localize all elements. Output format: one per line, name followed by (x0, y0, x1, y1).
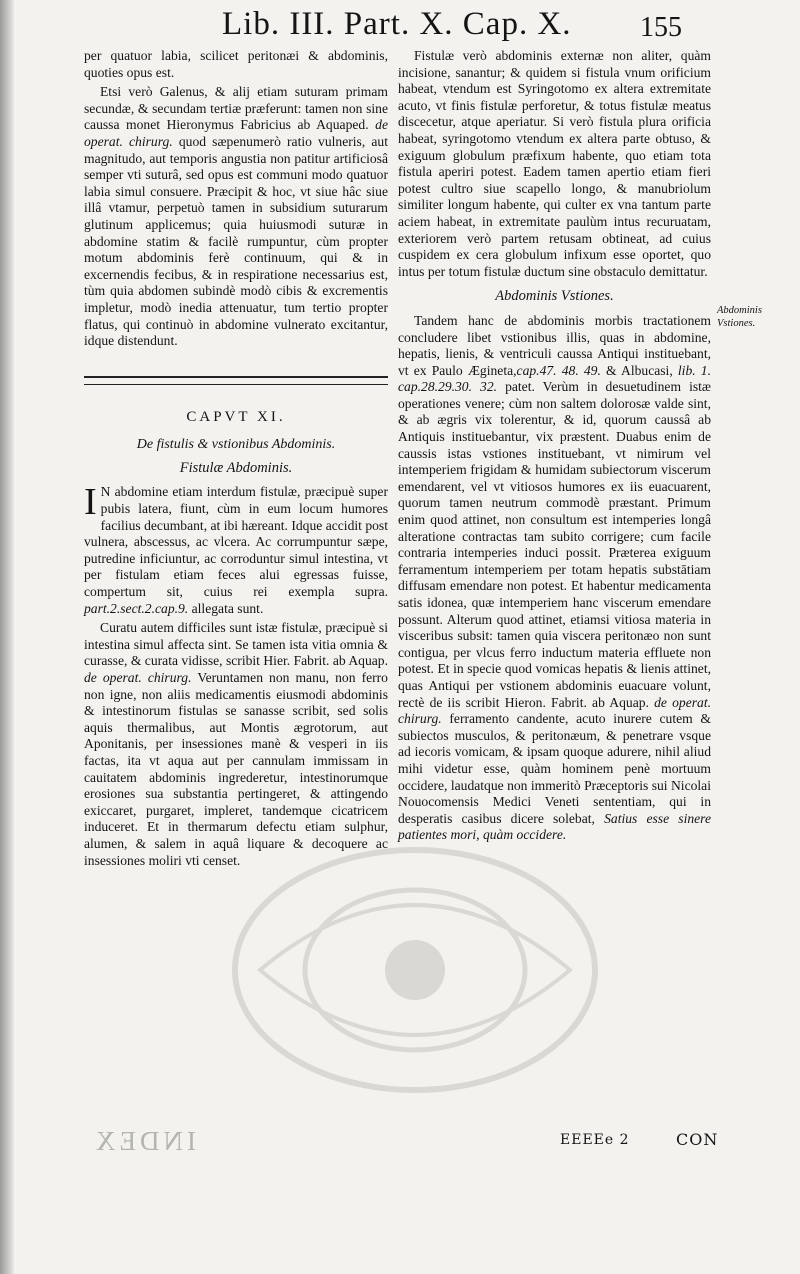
paragraph-curatu: Curatu autem difficiles sunt istæ fistulæ, præcipuè si intestina simul affecta sint. Se tamen ista vitia omnia & curasse, & curata vidisse, scribit Hier. Fabrit. ab Aquap. de operat. chirurg. Veruntamen non manu, non ferro non igne, non aliis medicamentis eiusmodi abdominis & intestinorum fistulas se sanasse scribit, sed solis aquis thermalibus, aut Montis ægrotorum, aut Aponitanis, per insessiones manè & vesperi in iis factas, ita vt aqua aut per cannulam immissam in cauitatem abdominis ingrederetur, intestinorumque erosiones sua substantia pertingeret, & attingendo exiccaret, purgaret, impleret, tandemque cicatricem induceret. Et in thermarum defectu etiam sulphur, alumen, & salem in aquâ liquare & decoquere ac insessiones moliri vti censet. (84, 620, 388, 868)
catchword: CON (676, 1130, 719, 1149)
running-title: Lib. III. Part. X. Cap. X. (222, 6, 572, 42)
signature-mark: EEEEe 2 (560, 1132, 630, 1148)
chapter-divider-rule (84, 376, 388, 385)
drop-cap: I (84, 481, 97, 524)
right-column (398, 48, 711, 844)
citation: lib. 1. cap.28.29.30. 32. (398, 362, 711, 395)
left-column (84, 48, 388, 869)
paragraph-galenus: Etsi verò Galenus, & alij etiam suturam primam secundæ, & secundam tertiæ præferunt: tamen non sine caussa monet Hieronymus Fabricius ab Aquaped. de operat. chirurg. quod sæpenumerò ratio vulneris, aut magnitudo, aut temporis angustia non patitur artificiosâ semper vti suturâ, sed opus est communi modo quatuor labia simul consuere. Præcipit & hoc, vt siue hâc siue illâ vtamur, perpetuò tamen in subsidium suturarum glutinum applicemus; quia huiusmodi suturæ in abdomine statim & facilè rumpuntur, cùm propter motum abdominis ferè continuum, qui & in excernendis fecibus, & in respiratione necessarius est, tùm quia abdomen subindè modò cibis & excrementis impletur, modò inedia attenuatur, tum tertio propter flatus, qui continuò in abdomine vulnerato excitantur, idque distendunt. (84, 84, 388, 349)
quotation: Satius esse sinere patientes mori, quàm occidere. (398, 810, 711, 843)
section-heading-vstiones: Abdominis Vstiones. (495, 288, 614, 305)
page-number: 155 (640, 12, 682, 43)
citation: de operat. chirurg. (84, 670, 192, 685)
chapter-subtitle: De fistulis & vstionibus Abdominis. (136, 437, 336, 453)
page-edge-shadow (0, 0, 14, 1274)
citation: de operat. chirurg. (84, 117, 388, 149)
chapter-title: CAPVT XI. (186, 408, 286, 425)
paragraph-fistulae: I N abdomine etiam interdum fistulæ, præcipuè super pubis latera, fiunt, cùm in eum locum humores facilius decumbant, at ibi hæreant. Idque accidit post vulnera, abscessus, ac vlcera. Ac corrumpuntur sæpe, putredine inficiuntur, ac corroduntur simul intestina, vt per fistulam etiam feces alui egressas fuisse, compertum sit, cuius rei exempla supra. part.2.sect.2.cap.9. allegata sunt. (84, 481, 388, 616)
citation: de operat. chirurg. (398, 694, 711, 727)
marginal-note: Abdominis Vstiones. (717, 305, 762, 329)
citation: cap.47. 48. 49. (516, 362, 601, 378)
section-heading-fistulae: Fistulæ Abdominis. (179, 459, 293, 476)
paragraph-tandem: Tandem hanc de abdominis morbis tractationem concludere libet vstionibus illis, quas in abdomine, hepatis, lienis, & ventriculi caussa Antiqui instituebant, vt ex Paulo Ægineta,cap.47. 48. 49. & Albucasi, lib. 1. cap.28.29.30. 32. patet. Verùm in desuetudinem istæ operationes venere; cùm non saltem dolorosæ valde sint, & ab ægris vix tolerentur, & id, quorum caussâ ab Antiquis instituebantur, vix præstent. Duabus enim de caussis istas vstiones instituebant, vt nimirum vel intemperiem frigidam & humidam subiectorum viscerum emendarent, vel vt vitiosos humores ex iis euacuarent, quorum tamen neutrum commodè præstant. Primum enim quod attinet, non consultum est intemperies longâ alteratione contractas tam subito corrigere; cum facile contraria intemperies induci possit. Præterea exiguum ferramentum intemperiem per totam hepatis substātiam diffusam emendare non potest. Et habentur medicamenta satis idonea, quæ intemperiem hanc viscerum emendare possunt. Alterum quod attinet, etiamsi vitiosa materia in visceribus subsit: tamen quia viscera peritonæo non sunt contigua, per vlcus ferro inductum materia effluete non potest. Et in specie quod vomicas hepatis & lienis attinet, quas Antiqui per vstionem abdominis euacuare volunt, rectè de iis scribit Hieron. Fabrit. ab Aquap. de operat. chirurg. ferramento candente, acuto inurere cutem & subiectos musculos, & peritonæum, & penetrare vsque ad iecoris vomicam, & ipsam quoque adurere, nihil aliud mihi videtur esse, quàm hominem penè mortuum occidere, laudatque non immeritò Præceptoris sui Nicolai Nouocomensis Medici Veneti sententiam, qui in desperatis casibus dicere solebat, Satius esse sinere patientes mori, quàm occidere. (398, 312, 711, 843)
paragraph-fistulae-externae: Fistulæ verò abdominis externæ non aliter, quàm incisione, sanantur; & quidem si fistula vnum orificium habeat, vtendum est Syringotomo ex altera extremitate acuto, vt finis fistulæ perforetur, & totus fistulæ meatus discecetur, atque aperiatur. Si verò fistula plura orificia habeat, syringotomo vtendum ex altera parte obtuso, & exiguum globulum præfixum habente, quo etiam tota fistula aperiri potest. Eadem tamen apertio etiam fieri potest cultro siue scapello longo, & manubriolum similiter longum habente, qui culter ex vna tantum parte aciem habeat, in extremitate paulùm intus recuruatam, exteriorem verò partem retusam obtineat, ad cuius cuspidem ex cera globulum infixum esse oportet, quo intus per totum fistulæ ductum sine obstaculo demittatur. (398, 48, 711, 279)
bleed-through-text: INDEX (92, 1126, 196, 1156)
citation: part.2.sect.2.cap.9. (84, 600, 189, 616)
page-footer (0, 1126, 800, 1156)
paragraph-continued: per quatuor labia, scilicet peritonæi & abdominis, quoties opus est. (84, 48, 388, 80)
running-head (0, 6, 800, 43)
